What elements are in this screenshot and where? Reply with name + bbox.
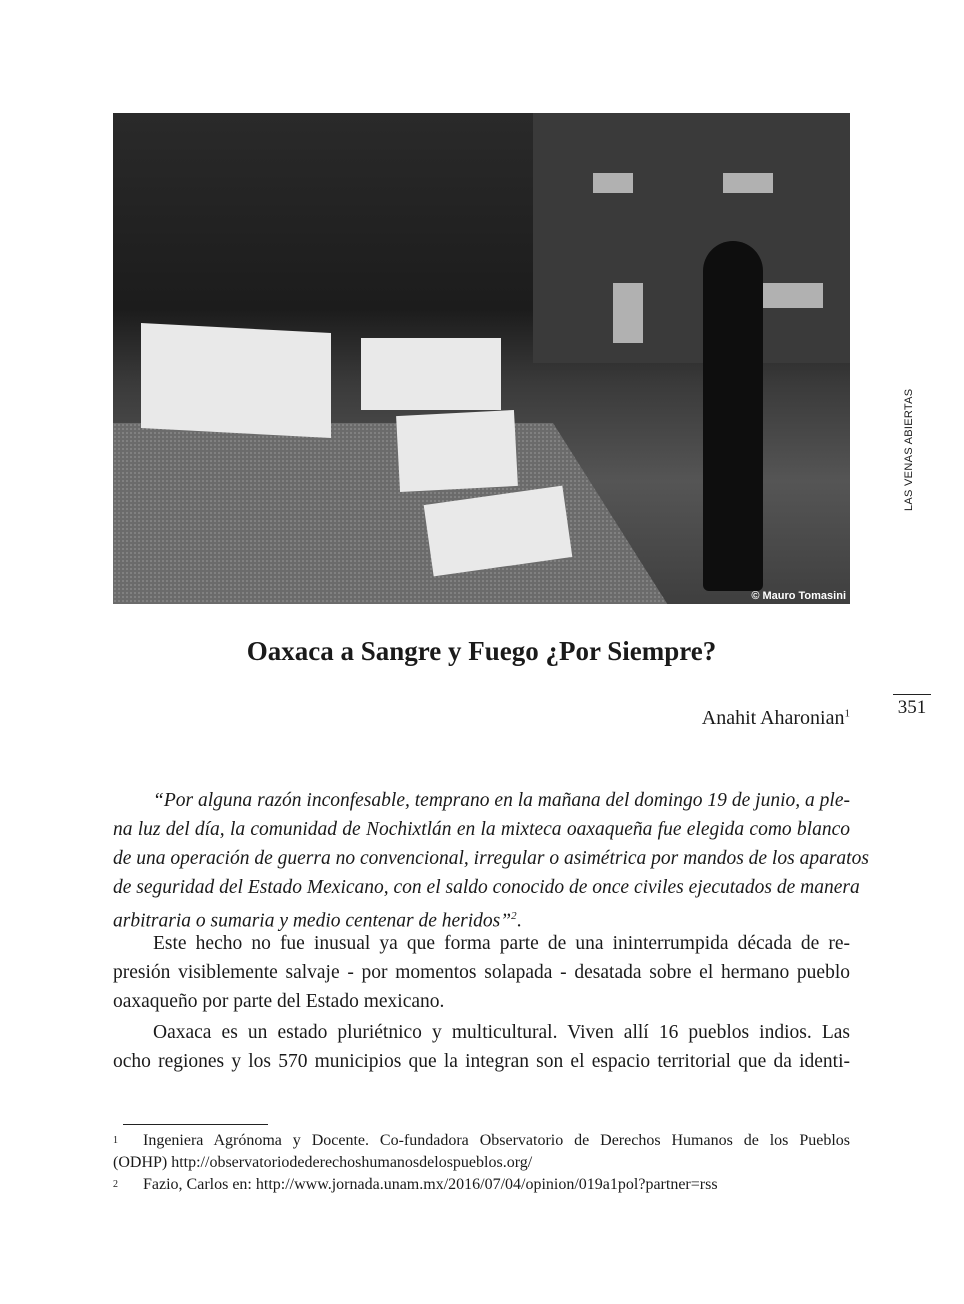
text-line: oaxaqueño por parte del Estado mexicano. [113, 991, 445, 1012]
text-line: ocho regiones y los 570 municipios que la integran son el espacio territorial que da identi- [113, 1051, 850, 1072]
page-number: 351 [893, 694, 931, 719]
footnote-number: 1 [113, 1135, 118, 1146]
sign [361, 338, 501, 410]
text-line-part: arbitraria o sumaria y medio centenar de heridos” [113, 910, 512, 932]
footnote-text: Ingeniera Agrónoma y Docente. Co-fundadora Observatorio de Derechos Humanos de los Pueblos [143, 1132, 850, 1149]
epigraph-quote [113, 786, 869, 936]
window [723, 173, 773, 193]
article-title: Oaxaca a Sangre y Fuego ¿Por Siempre? [246, 636, 717, 666]
paragraph [113, 929, 850, 1016]
sign [396, 410, 518, 492]
window [763, 283, 823, 308]
stone-block [113, 423, 673, 604]
text-line: “Por alguna razón inconfesable, temprano en la mañana del domingo 19 de junio, a ple- [153, 790, 850, 811]
text-line: presión visiblemente salvaje - por momentos solapada - desatada sobre el hermano pueblo [113, 962, 850, 983]
footnote [113, 1174, 850, 1196]
window [593, 173, 633, 193]
footnote-number: 2 [113, 1179, 118, 1190]
author [702, 707, 850, 730]
sign [141, 323, 331, 438]
standing-person [703, 241, 763, 591]
text-line: de seguridad del Estado Mexicano, con el saldo conocido de once civiles ejecutados de manera [113, 877, 860, 898]
text-line: na luz del día, la comunidad de Nochixtlán en la mixteca oaxaqueña fue elegida como blanco [113, 819, 850, 840]
period: . [516, 910, 522, 932]
window [613, 283, 643, 343]
article-photo [113, 113, 850, 604]
running-head: LAS VENAS ABIERTAS [903, 388, 915, 511]
footnote-divider [123, 1124, 268, 1125]
paragraph [113, 1018, 850, 1076]
text-line: de una operación de guerra no convencional, irregular o asimétrica por mandos de los aparatos [113, 848, 869, 869]
text-line: Oaxaca es un estado pluriétnico y multicultural. Viven allí 16 pueblos indios. Las [153, 1022, 850, 1043]
text-line: Este hecho no fue inusual ya que forma parte de una ininterrumpida década de re- [153, 933, 850, 954]
photo-credit: © Mauro Tomasini [751, 590, 846, 602]
footnote-text: (ODHP) http://observatoriodederechoshumanosdelospueblos.org/ [113, 1154, 533, 1171]
footnote-text: Fazio, Carlos en: http://www.jornada.unam.mx/2016/07/04/opinion/019a1pol?partner=rss [143, 1176, 718, 1193]
building [533, 113, 850, 363]
footnote [113, 1130, 850, 1174]
author-name: Anahit Aharonian [701, 707, 845, 729]
footnote-ref: 2 [511, 910, 517, 922]
footnote-ref: 1 [844, 707, 850, 720]
